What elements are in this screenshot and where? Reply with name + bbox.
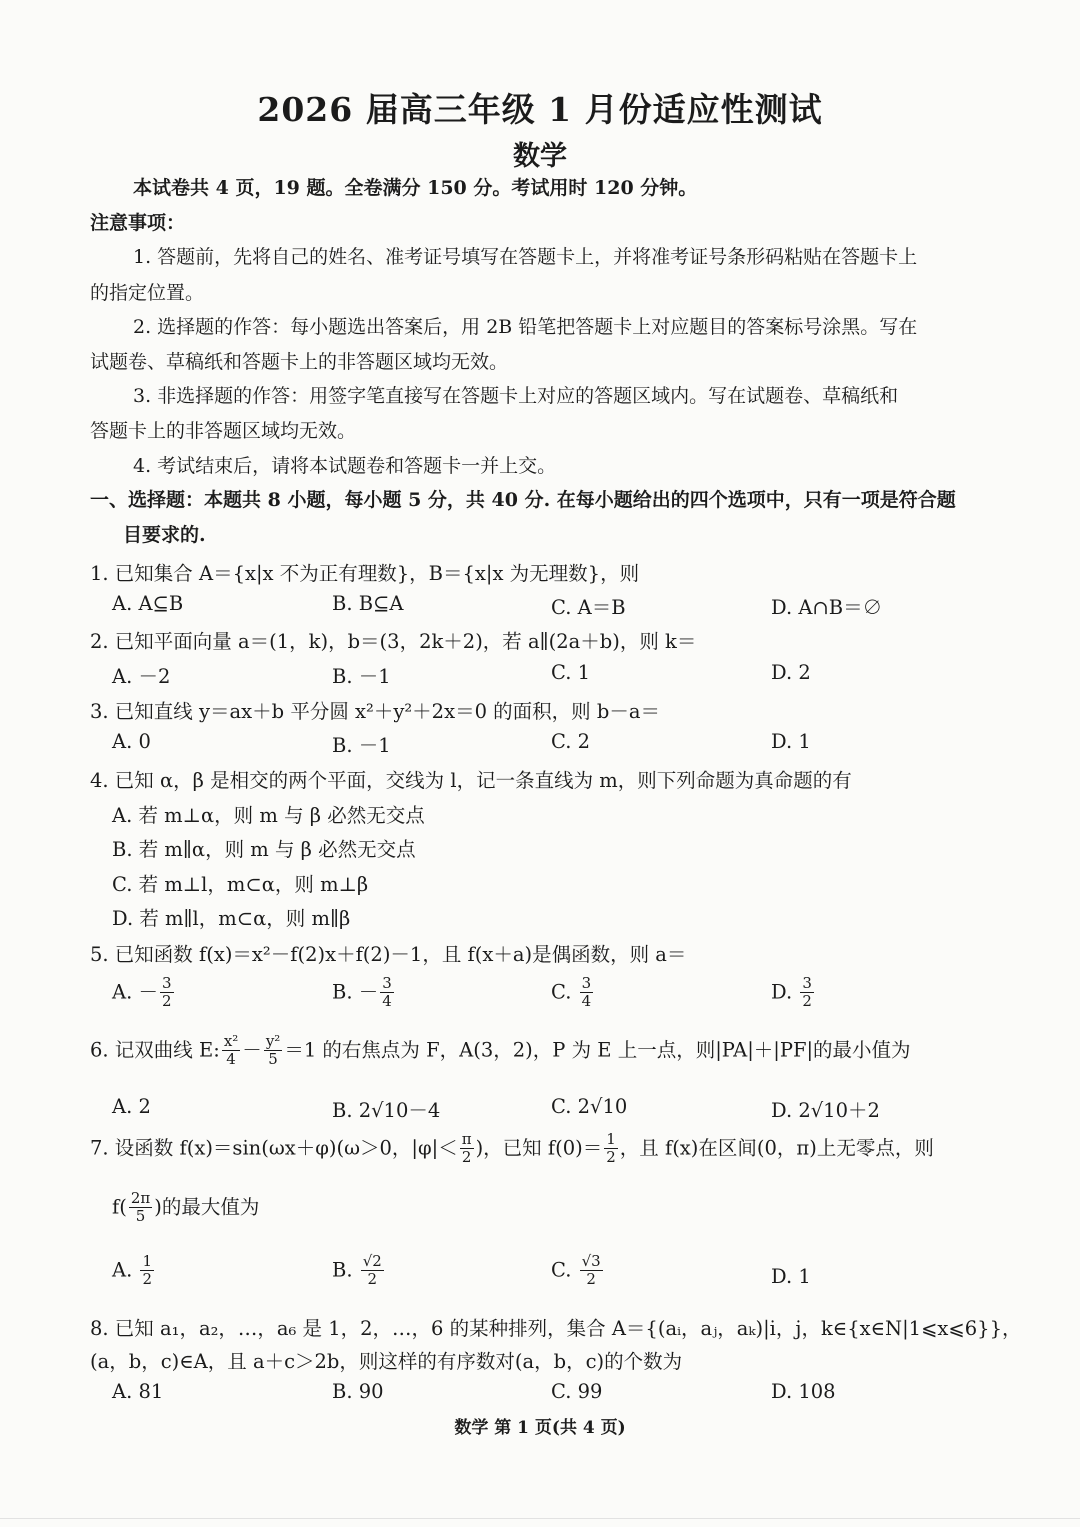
- q6-option-c: C. 2√10: [551, 1095, 628, 1118]
- q5-option-d: [771, 975, 816, 1011]
- q6-stem-pre: 6. 记双曲线 E:: [90, 1038, 220, 1062]
- q3-option-a: A. 0: [112, 730, 151, 753]
- q7-option-a-fraction: [140, 1253, 154, 1289]
- section-heading-line1: 一、选择题：本题共 8 小题，每小题 5 分，共 40 分. 在每小题给出的四个选项中，只有一项是符合题: [90, 489, 956, 511]
- q5-option-d-label: D.: [771, 980, 799, 1004]
- q5-option-b-fraction: [380, 975, 394, 1011]
- exam-info: 本试卷共 4 页，19 题。全卷满分 150 分。考试用时 120 分钟。: [133, 177, 698, 199]
- q7-option-c-fraction: [580, 1253, 603, 1289]
- notice-item-3-line2: 答题卡上的非答题区域均无效。: [90, 420, 357, 442]
- fraction-denominator: 4: [226, 1050, 236, 1069]
- q3-option-d: D. 1: [771, 730, 811, 753]
- q8-option-c: C. 99: [551, 1380, 603, 1403]
- subject-title: 数学: [513, 141, 567, 172]
- fraction-numerator: y²: [265, 1032, 281, 1050]
- q7-option-c: [551, 1253, 605, 1289]
- q7-stem-post: ，且 f(x)在区间(0，π)上无零点，则: [619, 1136, 934, 1160]
- fraction-denominator: 2: [367, 1270, 378, 1289]
- q7-stem-mid: )，已知 f(0)＝: [475, 1136, 603, 1160]
- question-1-stem: 1. 已知集合 A＝{x|x 不为正有理数}，B＝{x|x 为无理数}，则: [90, 562, 640, 585]
- fraction-numerator: x²: [223, 1032, 239, 1050]
- q5-option-a: [112, 975, 176, 1011]
- q8-option-a: A. 81: [112, 1380, 164, 1403]
- q6-option-a: A. 2: [112, 1095, 151, 1118]
- fraction-numerator: 1: [606, 1130, 616, 1148]
- fraction-denominator: 2: [606, 1148, 616, 1167]
- question-4-stem: 4. 已知 α，β 是相交的两个平面，交线为 l，记一条直线为 m，则下列命题为真命题的有: [90, 769, 852, 792]
- fraction-numerator: 3: [161, 974, 172, 992]
- fraction-denominator: 4: [581, 992, 592, 1011]
- q5-option-b-label: B. －: [332, 980, 379, 1004]
- notice-item-4: 4. 考试结束后，请将本试题卷和答题卡一并上交。: [133, 455, 557, 477]
- q1-option-c: C. A＝B: [551, 596, 626, 619]
- q4-option-d: D. 若 m∥l，m⊂α，则 m∥β: [112, 907, 351, 930]
- q5-option-d-fraction: [800, 975, 814, 1011]
- fraction-numerator: √3: [581, 1252, 601, 1270]
- q7-option-a: [112, 1253, 156, 1289]
- q7-option-d: D. 1: [771, 1265, 811, 1288]
- q5-option-c-label: C.: [551, 980, 578, 1004]
- q7-line2-post: )的最大值为: [154, 1195, 260, 1219]
- fraction-numerator: 3: [382, 974, 392, 992]
- q1-option-d: D. A∩B＝∅: [771, 596, 883, 619]
- fraction-denominator: 2: [802, 992, 812, 1011]
- question-8-stem-line2: (a，b，c)∈A，且 a＋c＞2b，则这样的有序数对(a，b，c)的个数为: [90, 1350, 683, 1373]
- q1-option-b: B. B⊆A: [332, 592, 404, 615]
- q5-option-c-fraction: [580, 975, 594, 1011]
- notice-item-1-line1: 1. 答题前，先将自己的姓名、准考证号填写在答题卡上，并将准考证号条形码粘贴在答题卡上: [133, 246, 918, 268]
- q7-option-c-label: C.: [551, 1258, 578, 1282]
- notice-heading: 注意事项：: [90, 212, 186, 234]
- fraction-numerator: 3: [581, 974, 592, 992]
- fraction-denominator: 5: [135, 1207, 146, 1226]
- q7-fraction-half: [604, 1131, 618, 1167]
- q7-option-a-label: A.: [112, 1258, 139, 1282]
- fraction-numerator: 1: [142, 1252, 153, 1270]
- fraction-denominator: 5: [268, 1050, 278, 1069]
- q6-stem-post: ＝1 的右焦点为 F，A(3，2)，P 为 E 上一点，则|PA|＋|PF|的最小值为: [284, 1038, 911, 1062]
- fraction-numerator: √2: [362, 1252, 382, 1270]
- q5-option-a-label: A. －: [112, 980, 158, 1004]
- q3-option-c: C. 2: [551, 730, 591, 753]
- question-5-stem: 5. 已知函数 f(x)＝x²－f(2)x＋f(2)－1，且 f(x＋a)是偶函数，则 a＝: [90, 943, 687, 966]
- question-6-stem: [90, 1033, 911, 1069]
- question-8-stem-line1: 8. 已知 a₁，a₂，…，a₆ 是 1，2，…，6 的某种排列，集合 A＝{(aᵢ，aⱼ，aₖ)|i，j，k∈{x∈N|1⩽x⩽6}}，: [90, 1317, 1022, 1340]
- notice-item-2-line2: 试题卷、草稿纸和答题卡上的非答题区域均无效。: [90, 351, 509, 373]
- q5-option-a-fraction: [160, 975, 174, 1011]
- q4-option-c: C. 若 m⊥l，m⊂α，则 m⊥β: [112, 873, 369, 896]
- q7-stem-pre: 7. 设函数 f(x)＝sin(ωx＋φ)(ω＞0，|φ|＜: [90, 1136, 458, 1160]
- notice-item-1-line2: 的指定位置。: [90, 282, 205, 304]
- page-footer: 数学 第 1 页(共 4 页): [454, 1418, 626, 1438]
- fraction-denominator: 2: [161, 992, 172, 1011]
- fraction-denominator: 2: [461, 1148, 472, 1167]
- q4-option-b: B. 若 m∥α，则 m 与 β 必然无交点: [112, 838, 416, 861]
- q5-option-b: [332, 975, 396, 1011]
- exam-title: 2026 届高三年级 1 月份适应性测试: [257, 90, 823, 129]
- question-3-stem: 3. 已知直线 y＝ax＋b 平分圆 x²＋y²＋2x＝0 的面积，则 b－a＝: [90, 700, 660, 723]
- q7-option-b-fraction: [361, 1253, 384, 1289]
- question-7-stem-line2: [112, 1190, 259, 1226]
- fraction-denominator: 2: [586, 1270, 596, 1289]
- q6-option-d: D. 2√10＋2: [771, 1099, 880, 1122]
- q1-option-a: A. A⊆B: [112, 592, 184, 615]
- q7-fraction-pi-half: [460, 1131, 474, 1167]
- q2-option-b: B. －1: [332, 665, 391, 688]
- q4-option-a: A. 若 m⊥α，则 m 与 β 必然无交点: [112, 804, 425, 827]
- q7-option-b: [332, 1253, 386, 1289]
- section-heading-line2: 目要求的.: [123, 524, 206, 546]
- fraction-denominator: 2: [142, 1270, 153, 1289]
- q6-option-b: B. 2√10－4: [332, 1099, 441, 1122]
- fraction-numerator: 2π: [130, 1189, 151, 1207]
- q2-option-a: A. －2: [112, 665, 171, 688]
- fraction-numerator: 3: [802, 974, 812, 992]
- question-2-stem: 2. 已知平面向量 a＝(1，k)，b＝(3，2k＋2)，若 a∥(2a＋b)，则 k＝: [90, 630, 697, 653]
- q7-line2-pre: f(: [112, 1195, 127, 1219]
- q6-fraction-y: [264, 1033, 283, 1069]
- q3-option-b: B. －1: [332, 734, 391, 757]
- q8-option-b: B. 90: [332, 1380, 384, 1403]
- q2-option-c: C. 1: [551, 661, 591, 684]
- q2-option-d: D. 2: [771, 661, 811, 684]
- q7-fraction-2pi-5: [129, 1190, 152, 1226]
- q7-option-b-label: B.: [332, 1258, 359, 1282]
- q6-fraction-x: [222, 1033, 240, 1069]
- notice-item-3-line1: 3. 非选择题的作答：用签字笔直接写在答题卡上对应的答题区域内。写在试题卷、草稿纸和: [133, 385, 899, 407]
- q8-option-d: D. 108: [771, 1380, 836, 1403]
- q6-stem-mid: －: [242, 1038, 262, 1062]
- question-7-stem-line1: [90, 1131, 934, 1167]
- fraction-numerator: π: [461, 1130, 472, 1148]
- notice-item-2-line1: 2. 选择题的作答：每小题选出答案后，用 2B 铅笔把答题卡上对应题目的答案标号涂黑。写在: [133, 316, 918, 338]
- q5-option-c: [551, 975, 595, 1011]
- fraction-denominator: 4: [382, 992, 392, 1011]
- page-bottom-divider: [0, 1518, 1080, 1519]
